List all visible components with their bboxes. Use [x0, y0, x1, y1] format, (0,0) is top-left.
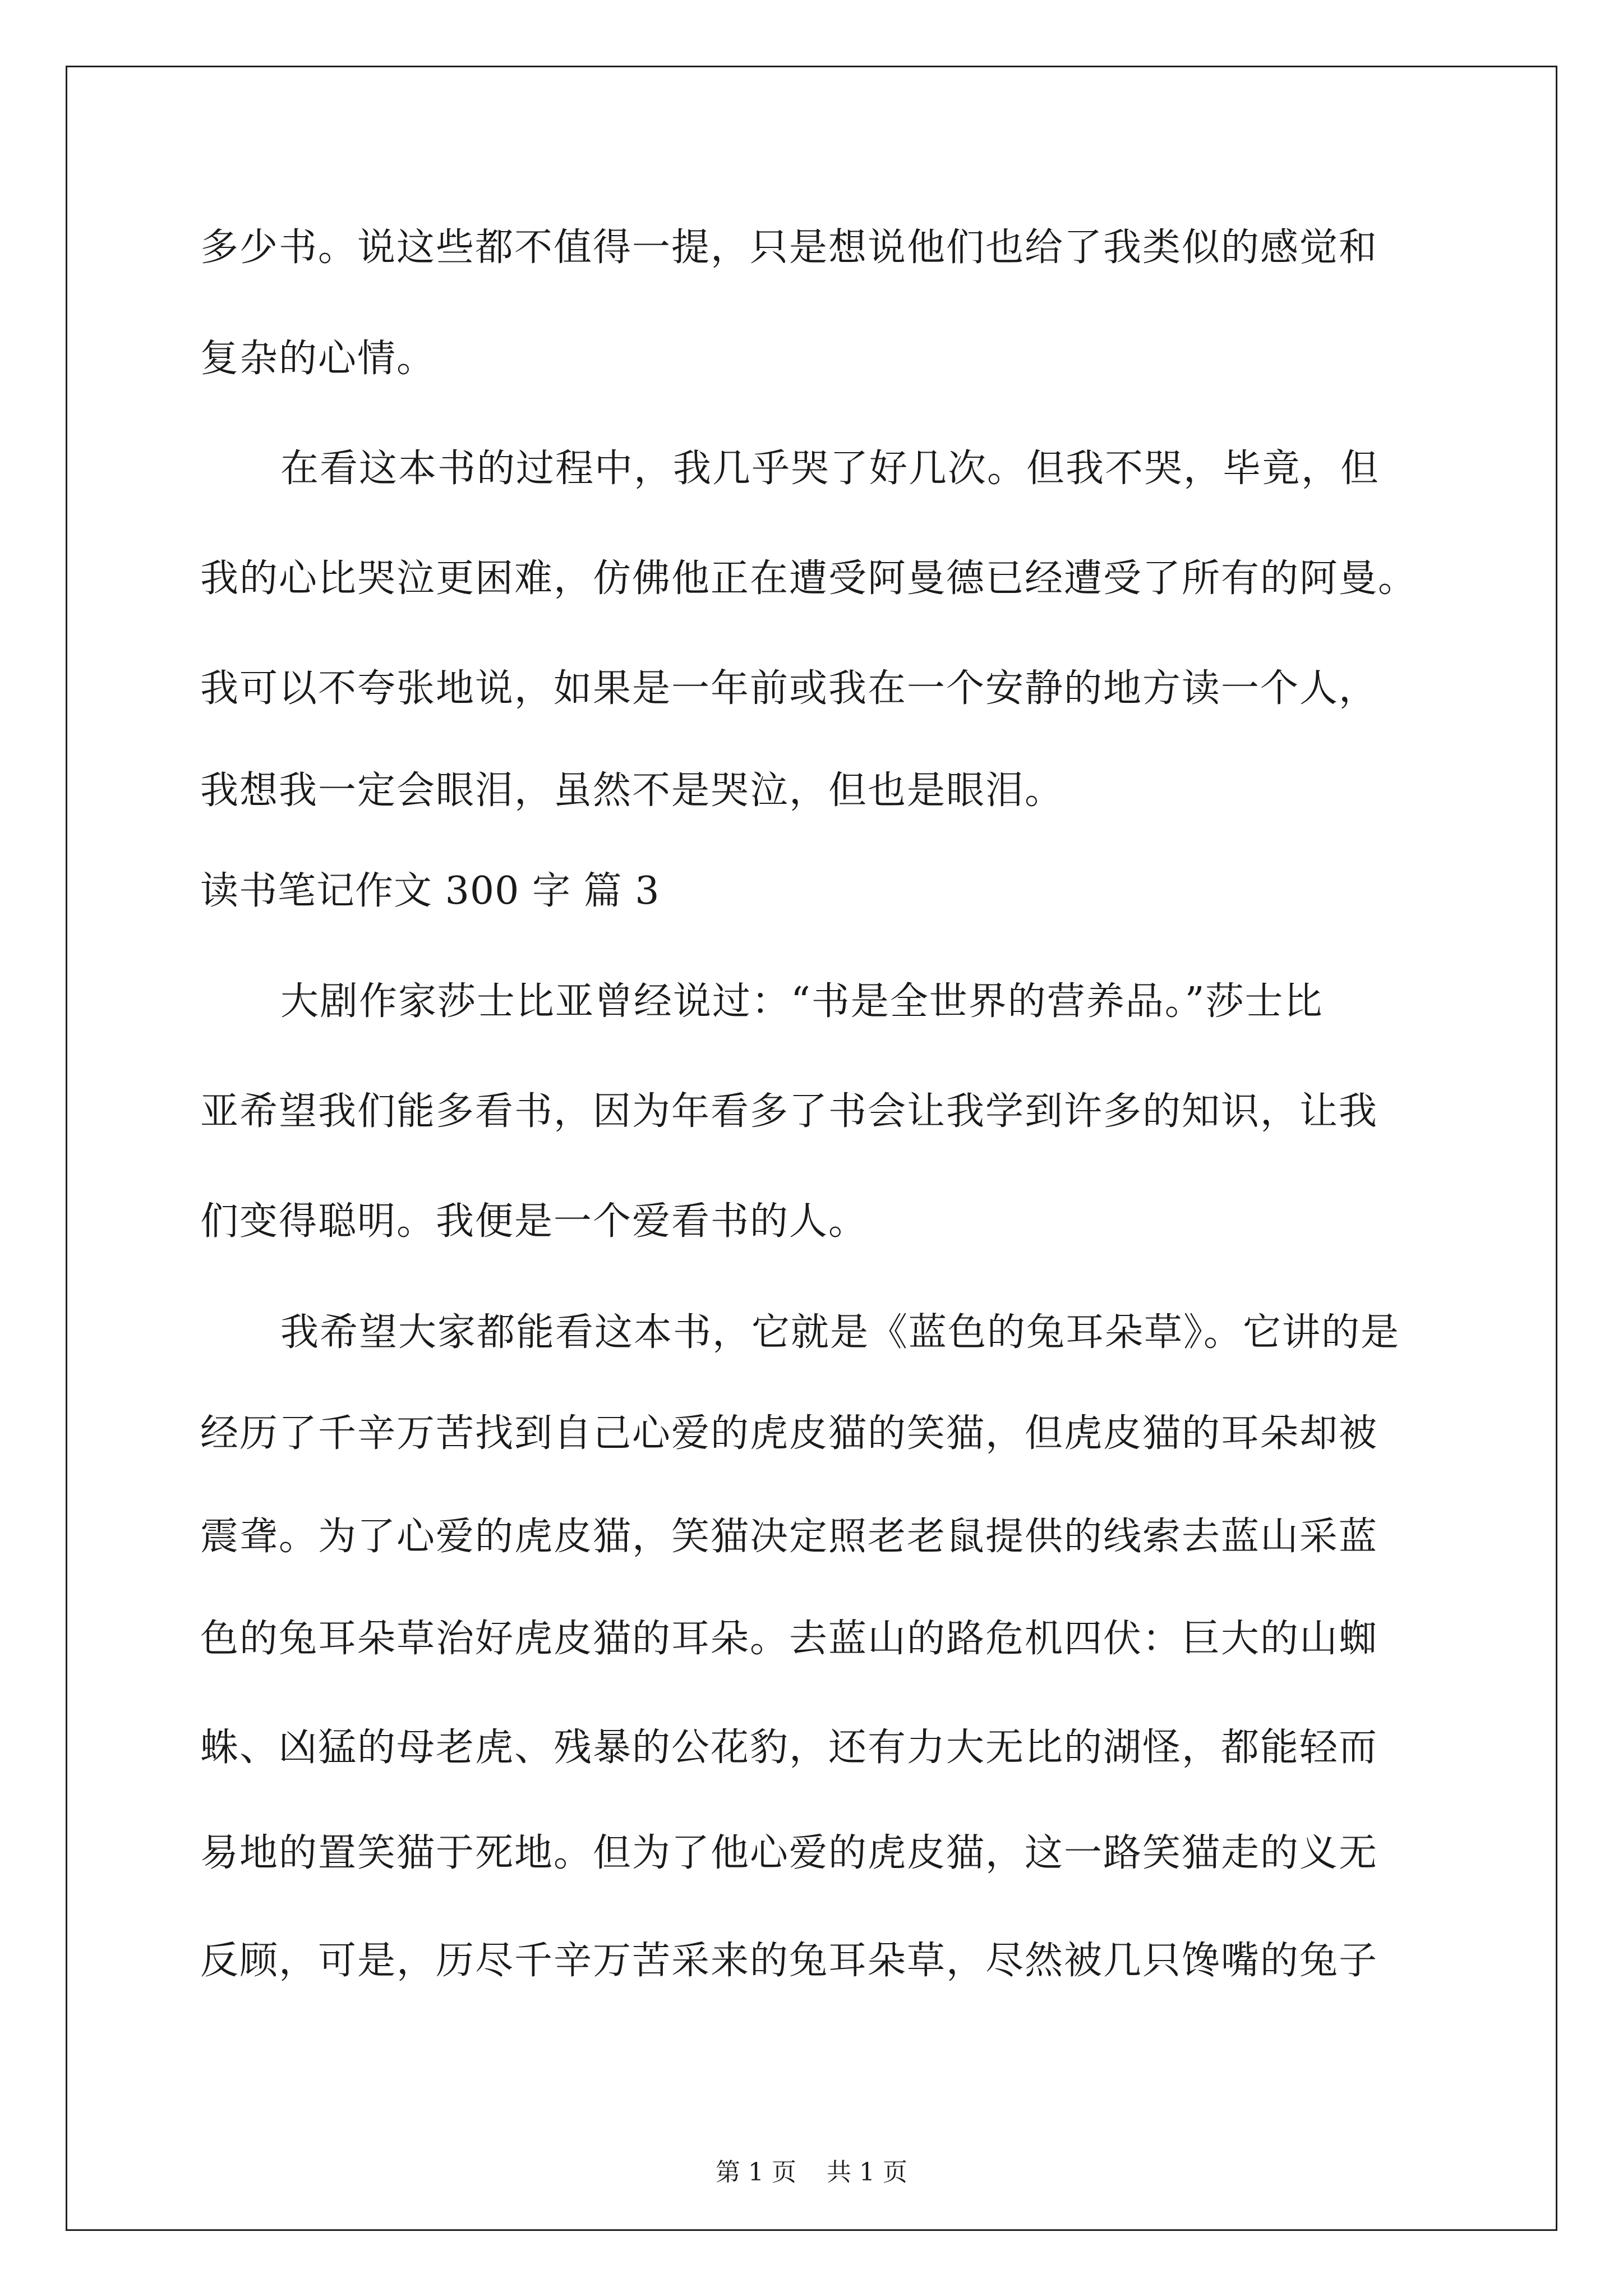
section-heading: 读书笔记作文 300 字 篇 3: [200, 869, 660, 913]
paragraph-line: 反顾，可是，历尽千辛万苦采来的兔耳朵草，尽然被几只馋嘴的兔子: [200, 1939, 1378, 1983]
paragraph-line: 易地的置笑猫于死地。但为了他心爱的虎皮猫，这一路笑猫走的义无: [200, 1831, 1378, 1875]
paragraph-line: 蛛、凶猛的母老虎、残暴的公花豹，还有力大无比的湖怪，都能轻而: [200, 1726, 1378, 1770]
page-total: 共 1 页: [827, 2158, 907, 2187]
page-border: [66, 66, 1557, 2231]
paragraph-line: 我可以不夸张地说，如果是一年前或我在一个安静的地方读一个人，: [200, 666, 1378, 711]
paragraph-line: 多少书。说这些都不值得一提，只是想说他们也给了我类似的感觉和: [200, 226, 1378, 270]
paragraph-line: 我的心比哭泣更困难，仿佛他正在遭受阿曼德已经遭受了所有的阿曼。: [200, 556, 1418, 601]
paragraph-line: 们变得聪明。我便是一个爱看书的人。: [200, 1199, 868, 1244]
paragraph-line: 震聋。为了心爱的虎皮猫，笑猫决定照老老鼠提供的线索去蓝山采蓝: [200, 1515, 1378, 1559]
paragraph-line: 经历了千辛万苦找到自己心爱的虎皮猫的笑猫，但虎皮猫的耳朵却被: [200, 1411, 1378, 1456]
page-number: 第 1 页: [716, 2158, 796, 2187]
paragraph-line: 我想我一定会眼泪，虽然不是哭泣，但也是眼泪。: [200, 769, 1064, 813]
paragraph-line: 复杂的心情。: [200, 337, 436, 381]
paragraph-line: 亚希望我们能多看书，因为年看多了书会让我学到许多的知识，让我: [200, 1089, 1378, 1134]
paragraph-line: 我希望大家都能看这本书，它就是《蓝色的兔耳朵草》。它讲的是: [280, 1310, 1400, 1355]
page-footer: [0, 2152, 1623, 2188]
paragraph-line: 色的兔耳朵草治好虎皮猫的耳朵。去蓝山的路危机四伏：巨大的山蜘: [200, 1617, 1378, 1661]
paragraph-line: 在看这本书的过程中，我几乎哭了好几次。但我不哭，毕竟，但: [280, 447, 1380, 491]
paragraph-line: 大剧作家莎士比亚曾经说过：“书是全世界的营养品。”莎士比: [280, 979, 1324, 1024]
